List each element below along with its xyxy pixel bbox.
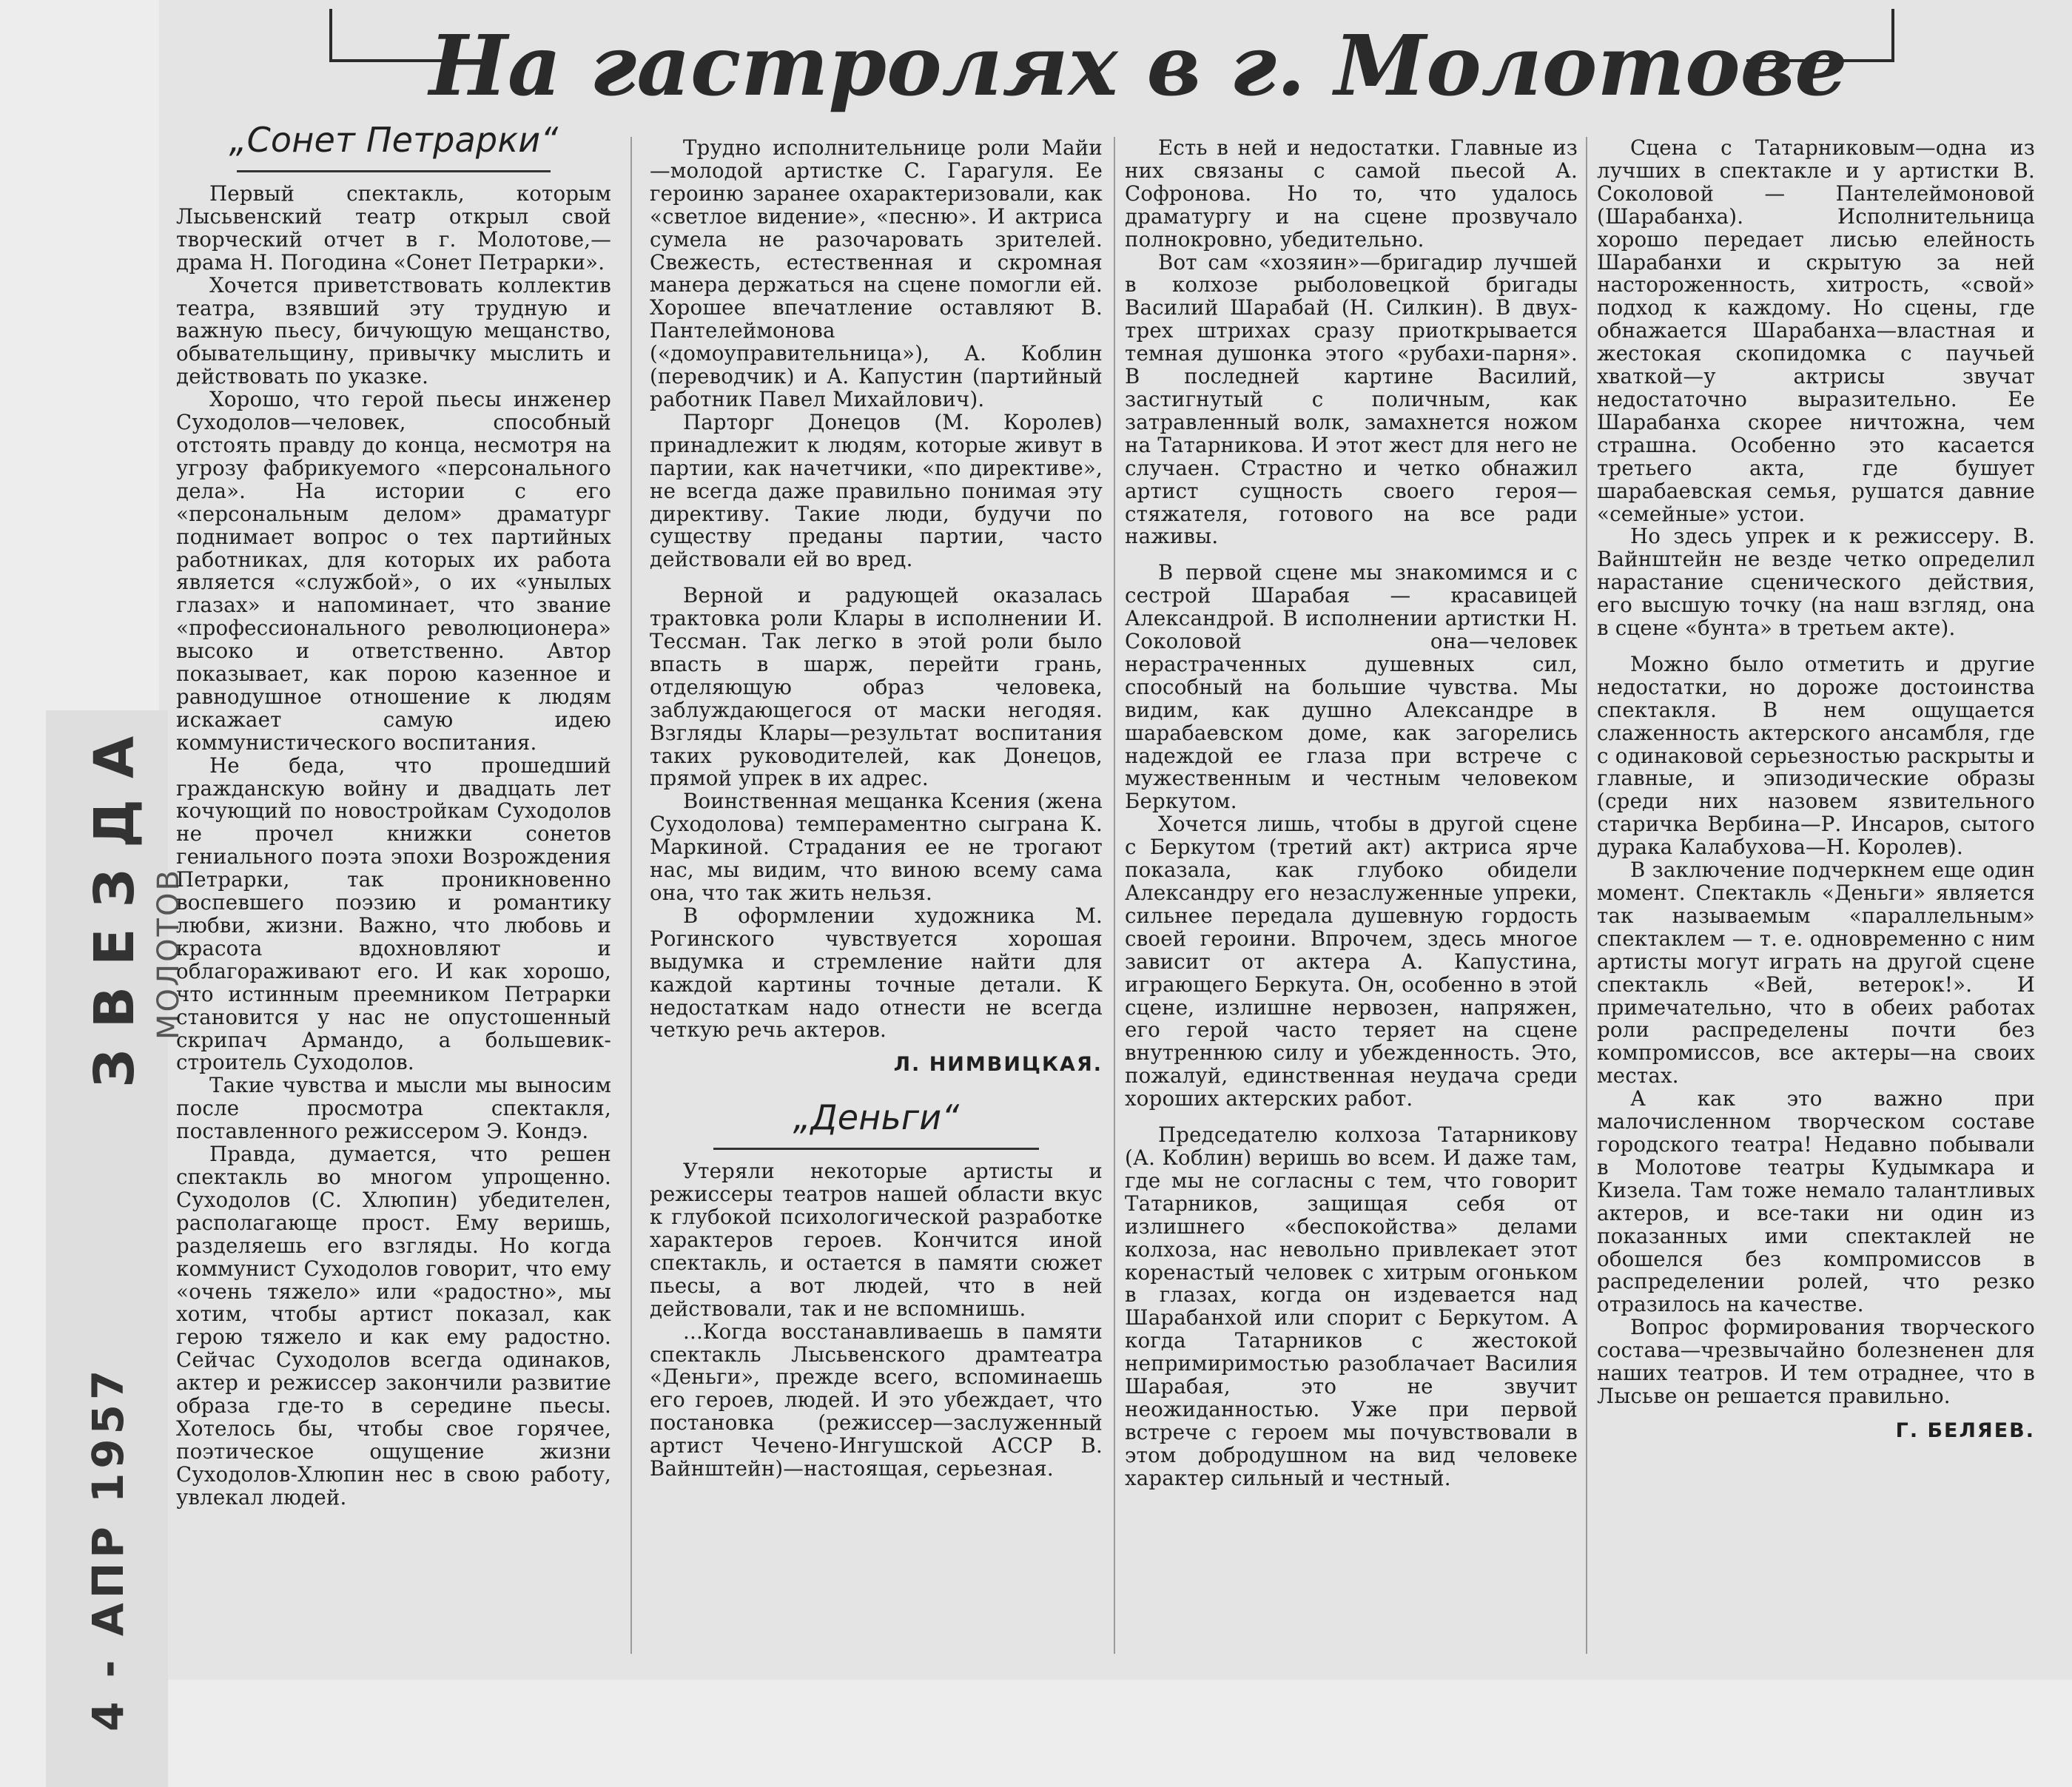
paragraph: Председателю колхоза Татарникову (А. Коблин) веришь во всем. И даже там, где мы не согласны с тем, что говорит Татарников, защищая себя от излишнего «беспокойства» делами колхоза, нас невольно привлекает этот коренастый человек с хитрым огоньком в глазах, когда он издевается над Шарабанхой или спорит с Беркутом. А когда Татарников с жестокой непримиримостью разоблачает Василия Шарабая, это не звучит неожиданностью. Уже при первой встрече с героем мы почувствовали в этом добродушном на вид человеке характер сильный и честный. <box>1125 1123 1578 1490</box>
paragraph: Сцена с Татарниковым—одна из лучших в спектакле и у артистки В. Соколовой — Пантелеймоновой (Шарабанха). Исполнительница хорошо передает лисью елейность Шарабанхи и скрытую за ней настороженность, хитрость, «свой» подход к каждому. Но сцены, где обнажается Шарабанха—властная и жестокая скопидомка с паучьей хваткой—у актрисы звучат недостаточно выразительно. Ее Шарабанха скорее ничтожна, чем страшна. Особенно это касается третьего акта, где бушует шарабаевская семья, рушатся давние «семейные» устои. <box>1597 135 2035 526</box>
paragraph: Хочется лишь, чтобы в другой сцене с Беркутом (третий акт) актриса ярче показала, как глубоко обидели Александру его незаслуженные упреки, сильнее передала душевную гордость своей героини. Впрочем, здесь многое зависит от актера А. Капустина, играющего Беркута. Он, особенно в этой сцене, излишне нервозен, напряжен, его герой часто теряет на сцене внутреннюю силу и убежденность. Это, пожалуй, единственная неудача среди хороших актерских работ. <box>1125 812 1578 1111</box>
column-divider <box>1586 137 1587 1654</box>
page-headline: На гастролях в г. Молотове <box>429 18 1848 115</box>
article-title: „Сонет Петрарки“ <box>229 120 559 160</box>
column-divider <box>630 137 632 1654</box>
paragraph: Трудно исполнительнице роли Майи—молодой артистке С. Гарагуля. Ее героиню заранее охарактеризовали, как «светлое видение», «песню». И актриса сумела не разочаровать зрителей. Свежесть, естественная и скромная манера держаться на сцене помогли ей. Хорошее впечатление оставляют В. Пантелеймонова («домоуправительница»), А. Коблин (переводчик) и А. Капустин (партийный работник Павел Михайлович). <box>650 135 1103 411</box>
paragraph: Хорошо, что герой пьесы инженер Суходолов—человек, способный отстоять правду до конца, несмотря на угрозу фабрикуемого «персонального дела». На истории с его «персональным делом» драматург поднимает вопрос о тех партийных работниках, для которых их работа является «службой», о их «унылых глазах» и напоминает, что звание «профессионального революционера» высоко и ответственно. Автор показывает, как порою казенное и равнодушное отношение к людям искажает самую идею коммунистического воспитания. <box>176 387 611 755</box>
newspaper-name-stamp: ЗВЕЗДА <box>83 715 147 1088</box>
paragraph: В первой сцене мы знакомимся и с сестрой Шарабая — красавицей Александрой. В исполнении артистки Н. Соколовой она—человек нерастраченных душевных сил, способный на большие чувства. Мы видим, как душно Александре в шарабаевском доме, как загорелись надеждой ее глаза при встрече с мужественным и честным человеком Беркутом. <box>1125 560 1578 814</box>
city-stamp: МОЛОТОВ <box>152 868 186 1040</box>
paragraph: Вопрос формирования творческого состава—чрезвычайно болезненен для наших театров. И тем отраднее, что в Лысьве он решается правильно. <box>1597 1315 2035 1408</box>
paragraph: Можно было отметить и другие недостатки, но дороже достоинства спектакля. В нем ощущается слаженность актерского ансамбля, где с одинаковой серьезностью раскрыты и главные, и эпизодические образы (среди них назовем язвительного старичка Вербина—Р. Инсаров, сытого дурака Калабухова—Н. Королев). <box>1597 651 2035 860</box>
paragraph: Есть в ней и недостатки. Главные из них связаны с самой пьесой А. Софронова. Но то, что удалось драматургу и на сцене прозвучало полнокровно, убедительно. <box>1125 135 1578 252</box>
paragraph: Первый спектакль, которым Лысьвенский театр открыл свой творческий отчет в г. Молотове,— драма Н. Погодина «Сонет Петрарки». <box>176 181 611 275</box>
headline-bracket-left <box>329 9 332 61</box>
title-underline <box>237 170 550 172</box>
author-signature: Г. БЕЛЯЕВ. <box>1895 1419 2035 1442</box>
paragraph: Не беда, что прошедший гражданскую войну и двадцать лет кочующий по новостройкам Суходолов не прочел книжки сонетов гениального поэта эпохи Возрождения Петрарки, так проникновенно воспевшего поэзию и романтику любви, жизни. Важно, что любовь и красота вдохновляют и облагораживают его. И как хорошо, что истинным преемником Петрарки становится у нас не опустошенный скрипач Армандо, а большевик-строитель Суходолов. <box>176 753 611 1075</box>
paragraph: А как это важно при малочисленном творческом составе городского театра! Недавно побывали в Молотове театры Кудымкара и Кизела. Там тоже немало талантливых актеров, и все-таки ни один из показанных ими спектаклей не обошелся без компромиссов в распределении ролей, что резко отразилось на качестве. <box>1597 1086 2035 1317</box>
title-underline <box>713 1148 1040 1150</box>
author-signature: Л. НИМВИЦКАЯ. <box>893 1053 1103 1077</box>
paragraph: Утеряли некоторые артисты и режиссеры театров нашей области вкус к глубокой психологической разработке характеров героев. Кончится иной спектакль, и остается в памяти сюжет пьесы, а вот людей, что в ней действовали, так и не вспомнишь. <box>650 1159 1103 1321</box>
paragraph: В заключение подчеркнем еще один момент. Спектакль «Деньги» является так называемым «параллельным» спектаклем — т. е. одновременно с ним артисты могут играть на другой сцене спектакль «Вей, ветерок!». И примечательно, что в обеих работах роли распределены почти без компромиссов, все актеры—на своих местах. <box>1597 858 2035 1088</box>
paragraph: Хочется приветствовать коллектив театра, взявший эту трудную и важную пьесу, бичующую мещанство, обывательщину, привычку мыслить и действовать по указке. <box>176 272 611 389</box>
column-4 <box>1597 137 2035 1462</box>
column-divider <box>1114 137 1115 1654</box>
paragraph: Вот сам «хозяин»—бригадир лучшей в колхозе рыболовецкой бригады Василий Шарабай (Н. Силкин). В двух-трех штрихах сразу приоткрывается темная душонка этого «рубахи-парня». В последней картине Василий, застигнутый с поличным, как затравленный волк, замахнется ножом на Татарникова. И этот жест для него не случаен. Страстно и четко обнажил артист сущность своего героя—стяжателя, готового на все ради наживы. <box>1125 249 1578 549</box>
column-3 <box>1125 137 1578 1490</box>
paragraph: Но здесь упрек и к режиссеру. В. Вайнштейн не везде четко определил нарастание сценического действия, его высшую точку (на наш взгляд, она в сцене «бунта» в третьем акте). <box>1597 524 2035 641</box>
paragraph: Верной и радующей оказалась трактовка роли Клары в исполнении И. Тессман. Так легко в этой роли было впасть в шарж, перейти грань, отделяющую образ человека, заблуждающегося от маски негодяя. Взгляды Клары—результат воспитания таких руководителей, как Донецов, прямой упрек в их адрес. <box>650 583 1103 791</box>
paragraph: Парторг Донецов (М. Королев) принадлежит к людям, которые живут в партии, как начетчики, «по директиве», не всегда даже правильно понимая эту директиву. Такие люди, будучи по существу преданы партии, часто действовали ей во вред. <box>650 409 1103 572</box>
paragraph: Такие чувства и мысли мы выносим после просмотра спектакля, поставленного режиссером Э. Кондэ. <box>176 1073 611 1144</box>
paragraph: Правда, думается, что решен спектакль во многом упрощенно. Суходолов (С. Хлюпин) убедителен, располагающе прост. Ему веришь, разделяешь его взгляды. Но когда коммунист Суходолов говорит, что ему «очень тяжело» или «радостно», мы хотим, чтобы артист показал, как герою тяжело и как ему радостно. Сейчас Суходолов всегда одинаков, актер и режиссер закончили развитие образа где-то в середине пьесы. Хотелось бы, чтобы свое горячее, поэтическое ощущение жизни Суходолов-Хлюпин нес в свою работу, увлекал людей. <box>176 1142 611 1510</box>
column-2 <box>650 137 1103 1481</box>
paragraph: ...Когда восстанавливаешь в памяти спектакль Лысьвенского драмтеатра «Деньги», прежде всего, вспоминаешь его героев, людей. И это убеждает, что постановка (режиссер—заслуженный артист Чечено-Ингушской АССР В. Вайнштейн)—настоящая, серьезная. <box>650 1319 1103 1481</box>
article-title: „Деньги“ <box>793 1097 960 1138</box>
column-1 <box>176 118 611 1510</box>
headline-bracket-right <box>1891 9 1894 61</box>
paragraph: Воинственная мещанка Ксения (жена Суходолова) темпераментно сыграна К. Маркиной. Страдания ее не трогают нас, мы видим, что виною всему сама она, что так жить нельзя. <box>650 789 1103 905</box>
date-stamp: 4 - АПР 1957 <box>83 1365 133 1732</box>
paragraph: В оформлении художника М. Рогинского чувствуется хорошая выдумка и стремление найти для каждой картины точные детали. К недостаткам надо отнести не всегда четкую речь актеров. <box>650 903 1103 1043</box>
